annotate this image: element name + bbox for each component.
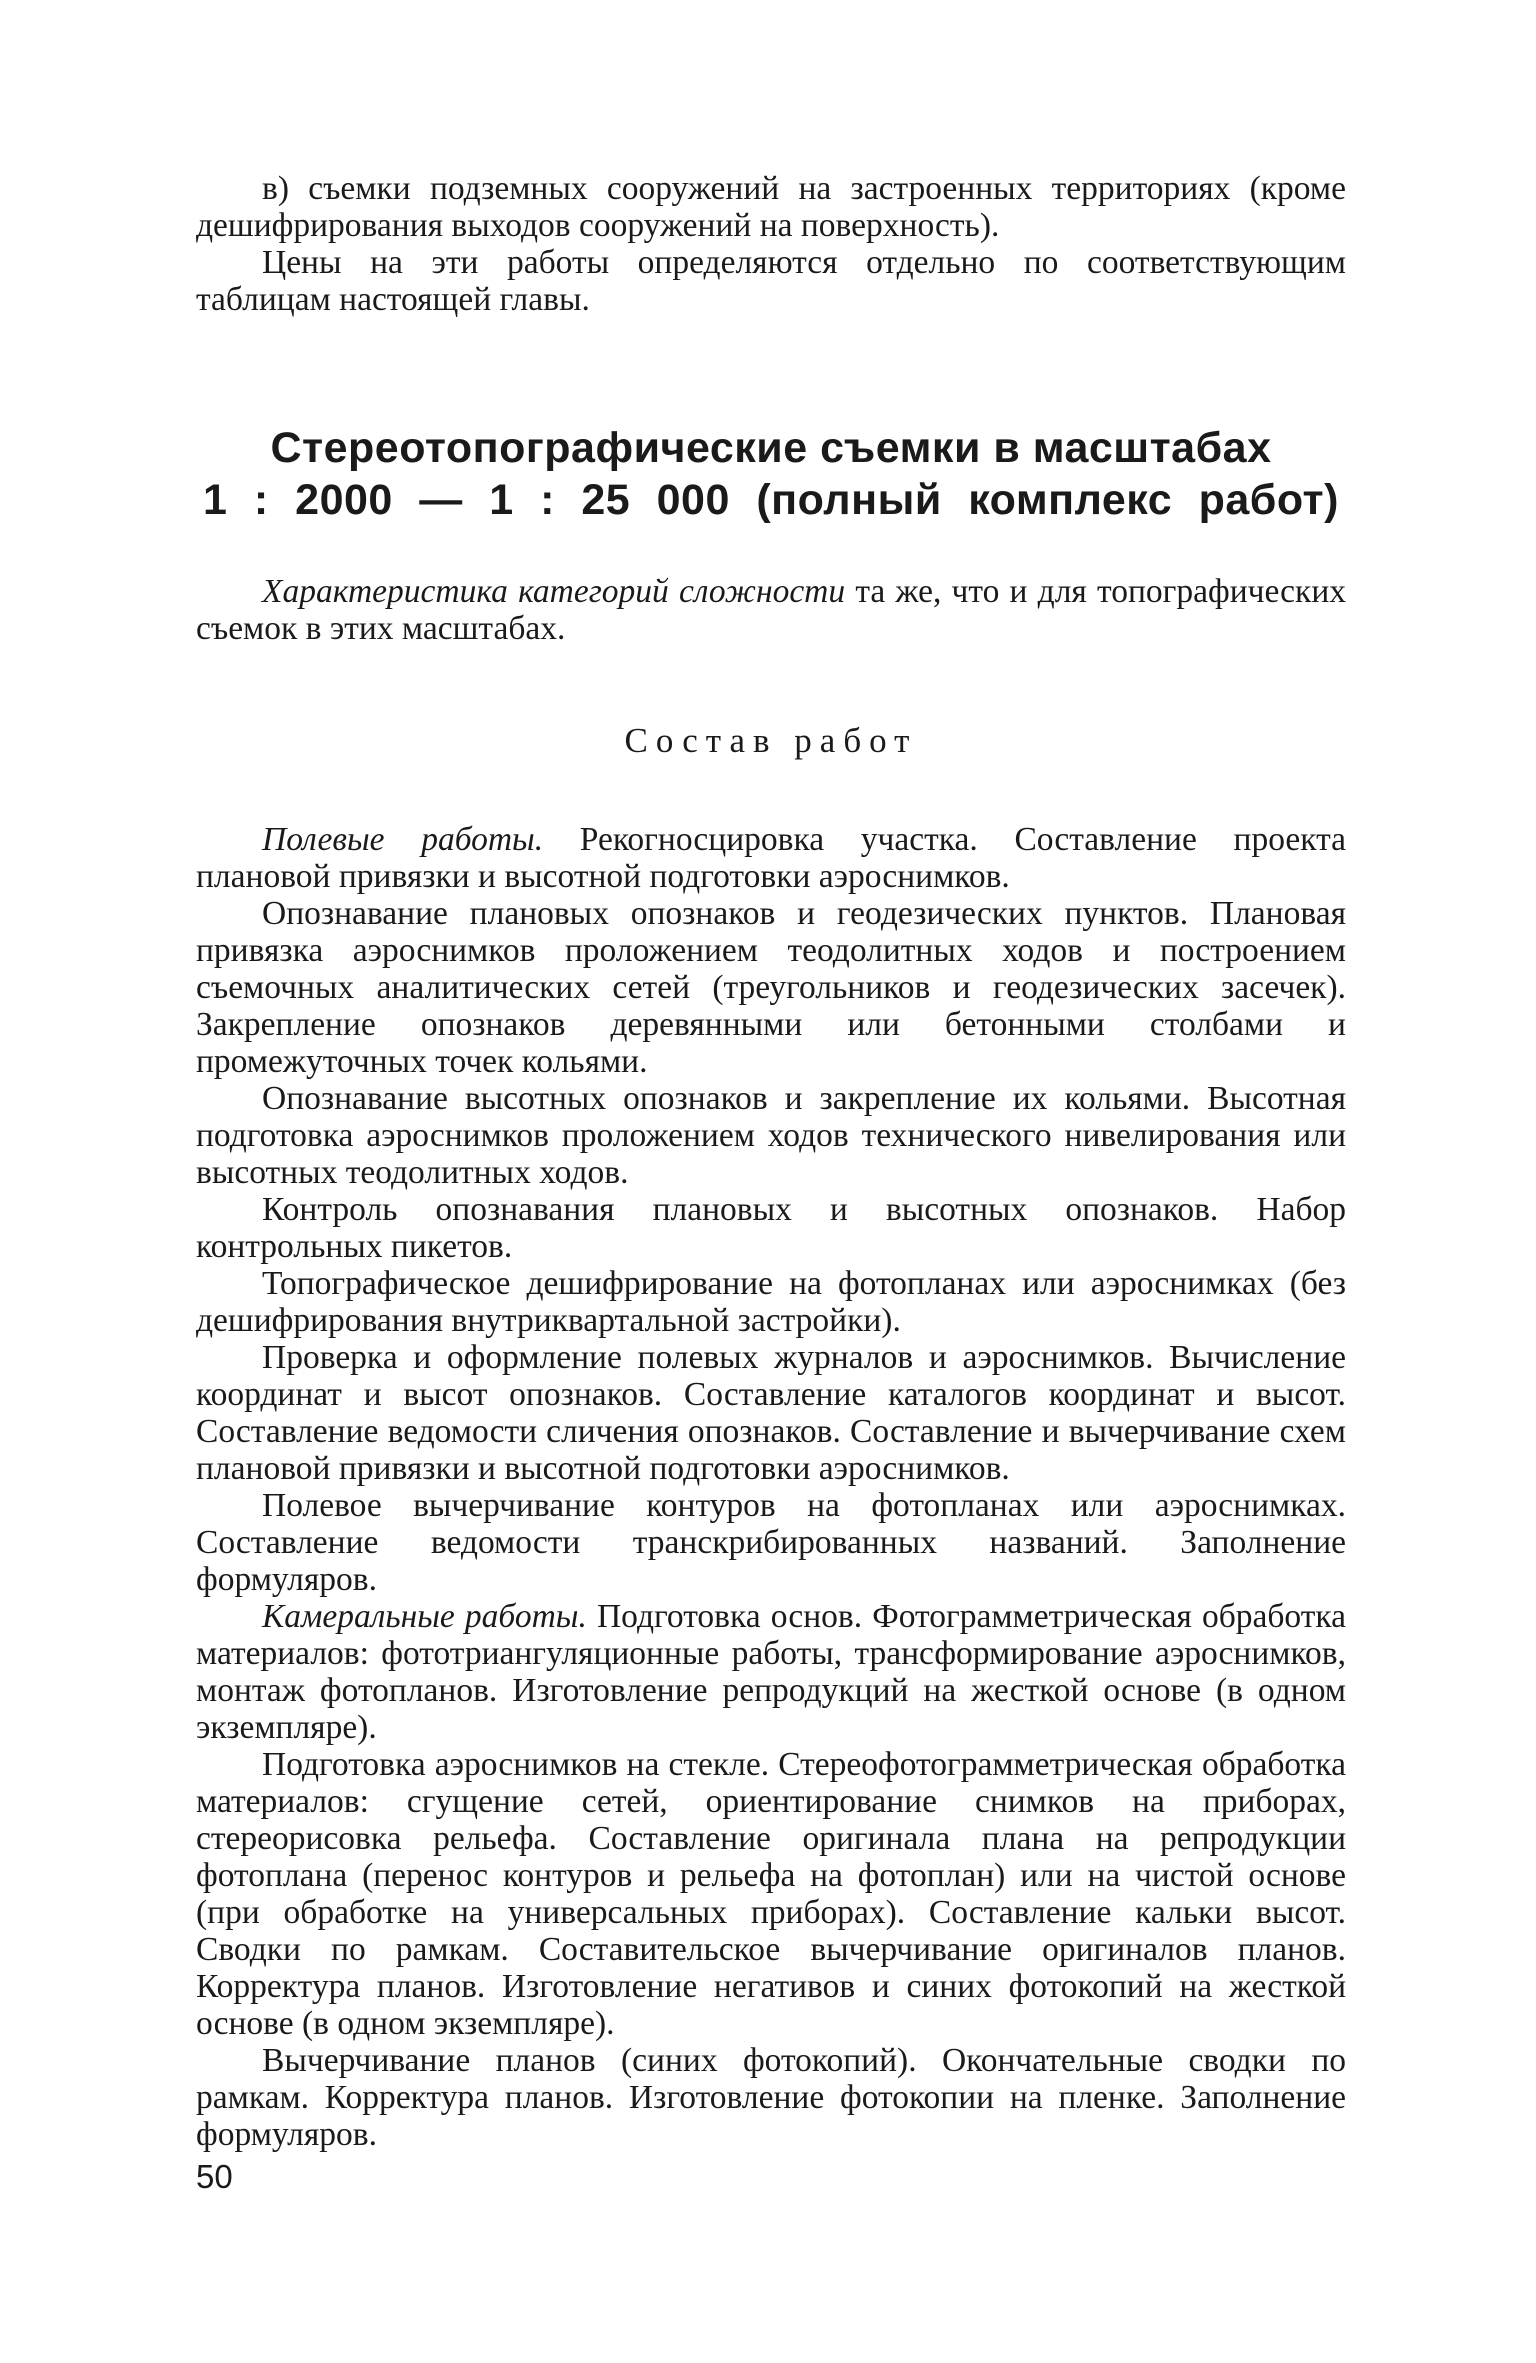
intro-item-c: в) съемки подземных сооружений на застроенных территориях (кроме дешифрирования выходов сооружений на поверхность). <box>196 170 1346 244</box>
section-title-line-2: 1 : 2000 — 1 : 25 000 (полный комплекс работ) <box>203 476 1339 524</box>
composition-heading: Состав работ <box>624 721 918 760</box>
characteristic-text: та же, что и для топографических съемок в этих масштабах. <box>196 573 1346 647</box>
office-works-text: Подготовка основ. Фотограмметрическая обработка материалов: фототриангуляционные работы, трансформирование аэроснимков, монтаж фотопланов. Изготовление репродукций на жесткой основе (в одном экземпляре). <box>196 1598 1346 1746</box>
field-works-text: Рекогносцировка участка. Составление проекта плановой привязки и высотной подготовки аэроснимков. <box>196 821 1346 895</box>
office-works-paragraph <box>196 1598 1346 1746</box>
office-paragraph: Подготовка аэроснимков на стекле. Стереофотограмметрическая обработка материалов: сгущение сетей, ориентирование снимков на приборах, стереорисовка рельефа. Составление оригинала плана на репродукции фотоплана (перенос контуров и рельефа на фотоплан) или на чистой основе (при обработке на универсальных приборах). Составление кальки высот. Сводки по рамкам. Составительское вычерчивание оригиналов планов. Корректура планов. Изготовление негативов и синих фотокопий на жесткой основе (в одном экземпляре). <box>196 1746 1346 2042</box>
field-paragraph: Полевое вычерчивание контуров на фотопланах или аэроснимках. Составление ведомости транскрибированных названий. Заполнение формуляров. <box>196 1487 1346 1598</box>
field-paragraph: Опознавание высотных опознаков и закрепление их кольями. Высотная подготовка аэроснимков проложением ходов технического нивелирования или высотных теодолитных ходов. <box>196 1080 1346 1191</box>
page-body <box>196 170 1346 2153</box>
field-paragraph: Опознавание плановых опознаков и геодезических пунктов. Плановая привязка аэроснимков проложением теодолитных ходов и построением съемочных аналитических сетей (треугольников и геодезических засечек). Закрепление опознаков деревянными или бетонными столбами и промежуточных точек кольями. <box>196 895 1346 1080</box>
characteristic-paragraph <box>196 573 1346 647</box>
composition-body <box>196 821 1346 2153</box>
office-paragraph: Вычерчивание планов (синих фотокопий). Окончательные сводки по рамкам. Корректура планов. Изготовление фотокопии на пленке. Заполнение формуляров. <box>196 2042 1346 2153</box>
page-number: 50 <box>196 2158 233 2195</box>
field-works-lead: Полевые работы. <box>262 821 544 858</box>
field-paragraph: Проверка и оформление полевых журналов и аэроснимков. Вычисление координат и высот опознаков. Составление каталогов координат и высот. Составление ведомости сличения опознаков. Составление и вычерчивание схем плановой привязки и высотной подготовки аэроснимков. <box>196 1339 1346 1487</box>
field-paragraph: Контроль опознавания плановых и высотных опознаков. Набор контрольных пикетов. <box>196 1191 1346 1265</box>
field-paragraph: Топографическое дешифрирование на фотопланах или аэроснимках (без дешифрирования внутриквартальной застройки). <box>196 1265 1346 1339</box>
office-works-lead: Камеральные работы. <box>262 1598 587 1635</box>
section-title-line-1: Стереотопографические съемки в масштабах <box>270 424 1272 472</box>
characteristic-lead: Характеристика категорий сложности <box>262 573 846 610</box>
section-title <box>196 422 1346 526</box>
intro-prices-note: Цены на эти работы определяются отдельно по соответствующим таблицам настоящей главы. <box>196 244 1346 318</box>
field-works-paragraph <box>196 821 1346 895</box>
